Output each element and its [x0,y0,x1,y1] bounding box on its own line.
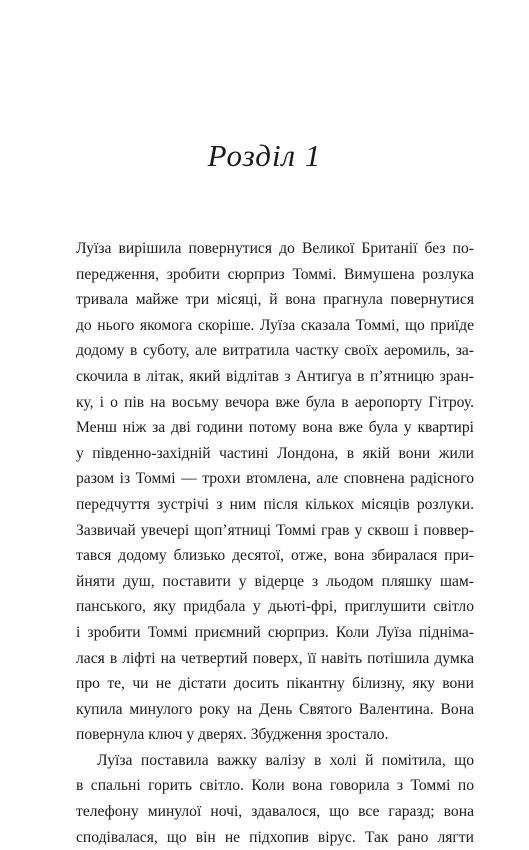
chapter-body [76,236,474,850]
paragraph [76,748,474,850]
text-line: разом із Томмі — трохи втомлена, але сповнена радісного [76,470,474,488]
text-line: купила минулого року на День Святого Валентина. Вона [76,700,474,718]
text-line: тривала майже три місяці, й вона прагнула повернутися [76,291,474,309]
text-line: панського, яку придбала у дьюті-фрі, приглушити світло [76,598,474,616]
text-line: Луїза вирішила повернутися до Великої Британії без по- [76,240,474,257]
paragraph [76,236,474,748]
text-line: про те, чи не дістати досить пікантну білизну, яку вони [76,675,474,693]
text-line: скочила в літак, який відлітав з Антигуа в п’ятницю зран- [76,367,474,385]
text-line: тався додому близько десятої, отже, вона збиралася при- [76,547,474,565]
text-line: у південно-західній частині Лондона, в якій вони жили [76,444,474,462]
text-line: Менш ніж за дві години потому вона вже була у квартирі [76,419,474,437]
text-line: передження, зробити сюрприз Томмі. Вимушена розлука [76,265,474,283]
text-line: повернула ключ у дверях. Збудження зростало. [76,726,389,744]
text-line: йняти душ, поставити у відерце з льодом пляшку шам- [76,572,474,590]
text-line: телефону минулої ночі, здавалося, що все гаразд; вона [76,803,474,821]
text-line: передчуття зустрічі з ним після кількох місяців розлуки. [76,495,474,513]
text-line: в спальні горить світло. Коли вона говорила з Томмі по [76,777,474,795]
text-line: і зробити Томмі приємний сюрприз. Коли Луїза підніма- [76,623,474,641]
text-line: сподівалася, що він не підхопив вірус. Так рано лягти [76,828,474,846]
text-line: лася в ліфті на четвертий поверх, її навіть потішила думка [76,649,474,667]
text-line: додому в суботу, але витратила частку своїх аеромиль, за- [76,342,474,360]
chapter-title: Розділ 1 [207,138,322,173]
text-line: ку, і о пів на восьму вечора вже була в аеропорту Гітроу. [76,393,474,411]
text-line: до нього якомога скоріше. Луїза сказала Томмі, що приїде [76,316,474,334]
text-line: Зазвичай увечері щоп’ятниці Томмі грав у сквош і поввер- [76,521,474,539]
text-line: Луїза поставила важку валізу в холі й помітила, що [97,751,474,769]
